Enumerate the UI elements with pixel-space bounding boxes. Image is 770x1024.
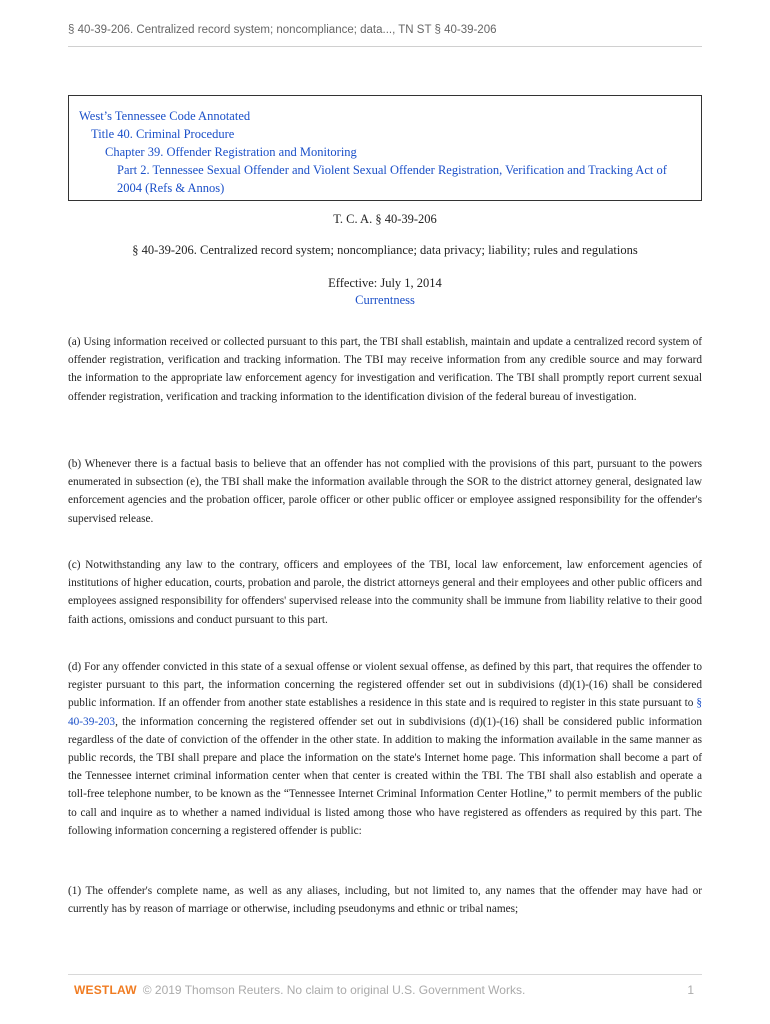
page-footer bbox=[68, 974, 702, 997]
paragraph-d bbox=[68, 658, 702, 840]
effective-date: Effective: July 1, 2014 bbox=[328, 276, 442, 290]
hierarchy-box bbox=[68, 95, 702, 201]
currentness-link[interactable]: Currentness bbox=[355, 293, 415, 307]
running-head: § 40-39-206. Centralized record system; noncompliance; data..., TN ST § 40-39-206 bbox=[68, 24, 702, 47]
footer-left bbox=[68, 983, 525, 997]
section-title: § 40-39-206. Centralized record system; noncompliance; data privacy; liability; rules and regulations bbox=[132, 243, 638, 257]
paragraph-d-text-2: , the information concerning the registered offender set out in subdivisions (d)(1)-(16) shall be considered public information regardless of the date of conviction of the offender in the other state. In addition to making the information available in the same manner as public records, the TBI shall prepare and place the information on the state's Internet home page. This information shall become a part of the Tennessee internet criminal information center when that center is created within the TBI. The TBI shall also establish and operate a toll-free telephone number, to be known as the “Tennessee Internet Criminal Information Center Hotline,” to permit members of the public to call and inquire as to whether a named individual is listed among those who have registered as offenders as required by this part. The following information concerning a registered offender is public: bbox=[68, 715, 702, 837]
toc-title-link[interactable]: Title 40. Criminal Procedure bbox=[91, 127, 235, 141]
paragraph-a: (a) Using information received or collected pursuant to this part, the TBI shall establish, maintain and update a centralized record system of offender registration, verification and tracking information. The TBI may receive information from any credible source and may forward the information to the appropriate law enforcement agency for investigation and verification. The TBI shall promptly report current sexual offender registration, verification and tracking information to the identification division of the federal bureau of investigation. bbox=[68, 336, 702, 403]
copyright-notice: © 2019 Thomson Reuters. No claim to original U.S. Government Works. bbox=[142, 983, 526, 997]
section-40-39-203-link[interactable]: § 40-39-203 bbox=[68, 697, 702, 728]
paragraph-c: (c) Notwithstanding any law to the contrary, officers and employees of the TBI, local law enforcement, law enforcement agencies of institutions of higher education, courts, probation and parole, the district attorneys general and their employees and other public officers and employees assigned responsibility for offenders' supervised release into the community shall be immune from liability relative to their good faith actions, omissions and conduct pursuant to this part. bbox=[68, 559, 702, 626]
page-number: 1 bbox=[687, 983, 694, 997]
citation: T. C. A. § 40-39-206 bbox=[333, 212, 437, 226]
paragraph-d1: (1) The offender's complete name, as well as any aliases, including, but not limited to, any names that the offender may have had or currently has by reason of marriage or otherwise, including pseudonyms and ethnic or tribal names; bbox=[68, 885, 702, 916]
westlaw-logo: WESTLAW bbox=[74, 983, 137, 997]
paragraph-b: (b) Whenever there is a factual basis to believe that an offender has not complied with the provisions of this part, pursuant to the powers enumerated in subsection (e), the TBI shall make the information available through the SOR to the district attorney general, designated law enforcement agencies and the probation officer, parole officer or other public officer or employee assigned responsibility for the offender's supervised release. bbox=[68, 458, 702, 525]
toc-part-link[interactable]: Part 2. Tennessee Sexual Offender and Violent Sexual Offender Registration, Verification and Tracking Act of 2004 (Refs & Annos) bbox=[117, 163, 667, 195]
toc-code-link[interactable]: West’s Tennessee Code Annotated bbox=[79, 109, 251, 123]
toc-chapter-link[interactable]: Chapter 39. Offender Registration and Monitoring bbox=[105, 145, 357, 159]
paragraph-d-text-1: (d) For any offender convicted in this state of a sexual offense or violent sexual offense, as defined by this part, that requires the offender to register pursuant to this part, the information concerning the registered offender set out in subdivisions (d)(1)-(16) shall be considered public information. If an offender from another state establishes a residence in this state and is required to register in this state pursuant to bbox=[68, 661, 702, 710]
